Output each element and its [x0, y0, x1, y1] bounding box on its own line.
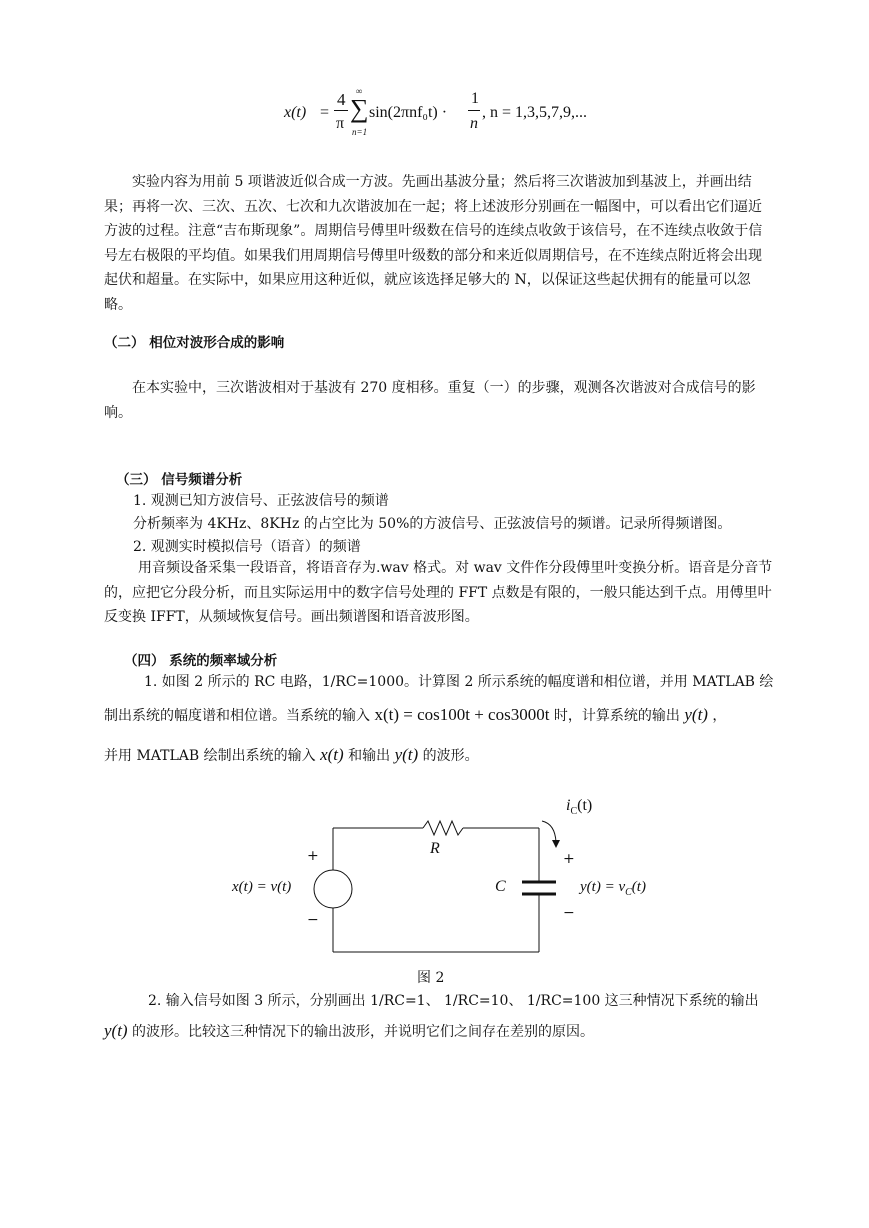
- formula-coef-denominator: π: [336, 115, 345, 132]
- output-signal-symbol: y(t): [684, 705, 708, 724]
- frequency-item-1-line-2: [104, 705, 726, 725]
- source-minus-sign: −: [307, 912, 319, 928]
- current-label-arg: (t): [577, 797, 593, 814]
- formula-tail: , n = 1,3,5,7,9,...: [482, 104, 588, 121]
- frequency-item-1-line-1: 1. 如图 2 所示的 RC 电路，1/RC=1000。计算图 2 所示系统的幅度谱和相位谱，并用 MATLAB 绘: [144, 674, 774, 690]
- line-2-text-b: 时，计算系统的输出: [553, 708, 680, 724]
- formula-frac-numerator: 1: [471, 90, 479, 107]
- current-label: [566, 797, 592, 817]
- source-plus-sign: +: [307, 848, 319, 864]
- formula-sum-upper: ∞: [356, 86, 363, 96]
- formula-term: sin(2πnf₀t) ·: [369, 104, 448, 121]
- paragraph-square-wave: 实验内容为用前 5 项谐波近似合成一方波。先画出基波分量；然后将三次谐波加到基波上，并画出结果；再将一次、三次、五次、七次和九次谐波加在一起；将上述波形分别画在一幅图中，可以看出它们逼近方波的过程。注意“吉布斯现象”。周期信号傅里叶级数在信号的连续点收敛于该信号，在不连续点收敛于信号左右极限的平均值。如果我们用周期信号傅里叶级数的部分和来近似周期信号，在不连续点附近将会出现起伏和超量。在实际中，如果应用这种近似，就应该选择足够大的 N，以保证这些起伏拥有的能量可以忽略。: [104, 174, 763, 313]
- capacitor-minus-sign: −: [563, 905, 575, 921]
- resistor-label: R: [430, 840, 440, 857]
- figure-caption: 图 2: [417, 970, 445, 986]
- input-signal-expression: x(t) = cos100t + cos3000t: [374, 705, 550, 724]
- output-voltage-label-arg: (t): [631, 879, 646, 895]
- current-arrowhead-icon: [552, 840, 560, 848]
- section-heading-frequency: （四） 系统的频率域分析: [124, 653, 278, 669]
- paragraph-phase: 在本实验中，三次谐波相对于基波有 270 度相移。重复（一）的步骤，观测各次谐波对合成信号的影响。: [104, 380, 756, 421]
- formula-lhs: x(t): [284, 104, 307, 121]
- line-2-text-a: 制出系统的幅度谱和相位谱。当系统的输入: [104, 708, 370, 724]
- capacitor-plus-sign: +: [563, 851, 575, 867]
- sigma-icon: ∑: [350, 94, 369, 123]
- input-symbol: x(t): [320, 745, 344, 764]
- formula-equals: =: [320, 104, 330, 121]
- frequency-item-1-line-3: [104, 745, 479, 765]
- section-heading-spectrum: （三） 信号频谱分析: [116, 472, 243, 488]
- frequency-item-2-line-1: 2. 输入信号如图 3 所示，分别画出 1/RC=1、 1/RC=10、 1/RC=100 这三种情况下系统的输出: [148, 993, 759, 1009]
- spectrum-item-2-text: 用音频设备采集一段语音，将语音存为.wav 格式。对 wav 文件作分段傅里叶变换分析。语音是分音节的，应把它分段分析，而且实际运用中的数字信号处理的 FFT 点数是有限的，一般只能达到千点。用傅里叶反变换 IFFT，从频域恢复信号。画出频谱图和语音波形图。: [104, 560, 773, 625]
- formula-frac-denominator: n: [470, 115, 478, 132]
- voltage-source-icon: [314, 870, 352, 908]
- output-voltage-label-main: y(t) = v: [580, 879, 626, 895]
- frequency-item-2-line-2: [104, 1021, 594, 1041]
- capacitor-label: C: [495, 878, 506, 895]
- resistor-icon: [423, 821, 463, 835]
- section-heading-phase: （二） 相位对波形合成的影响: [104, 335, 285, 351]
- line-3-text-b: 和输出: [348, 748, 391, 764]
- current-arrow-icon: [542, 821, 556, 842]
- spectrum-item-1: 1. 观测已知方波信号、正弦波信号的频谱: [133, 493, 389, 509]
- output-symbol-2: y(t): [104, 1021, 128, 1040]
- item-2-line-2-text: 的波形。比较这三种情况下的输出波形，并说明它们之间存在差别的原因。: [132, 1024, 595, 1040]
- current-label-sub: C: [570, 806, 578, 818]
- spectrum-item-1-text: 分析频率为 4KHz、8KHz 的占空比为 50%的方波信号、正弦波信号的频谱。记录所得频谱图。: [133, 516, 732, 532]
- rc-circuit-diagram: [220, 790, 680, 965]
- line-2-comma: ，: [712, 708, 727, 724]
- output-voltage-label-sub: C: [625, 887, 632, 898]
- fourier-series-formula: [284, 86, 604, 140]
- line-3-text-c: 的波形。: [422, 748, 479, 764]
- spectrum-item-2: 2. 观测实时模拟信号（语音）的频谱: [133, 539, 361, 555]
- output-voltage-label: [580, 879, 646, 898]
- formula-sum-lower: n=1: [352, 127, 368, 137]
- output-symbol: y(t): [394, 745, 419, 764]
- formula-coef-bar: [334, 110, 348, 111]
- formula-frac-bar: [468, 110, 480, 111]
- input-voltage-label: x(t) = v(t): [232, 879, 292, 895]
- line-3-text-a: 并用 MATLAB 绘制出系统的输入: [104, 748, 316, 764]
- formula-coef-numerator: 4: [337, 90, 346, 109]
- current-label-i: i: [566, 797, 571, 814]
